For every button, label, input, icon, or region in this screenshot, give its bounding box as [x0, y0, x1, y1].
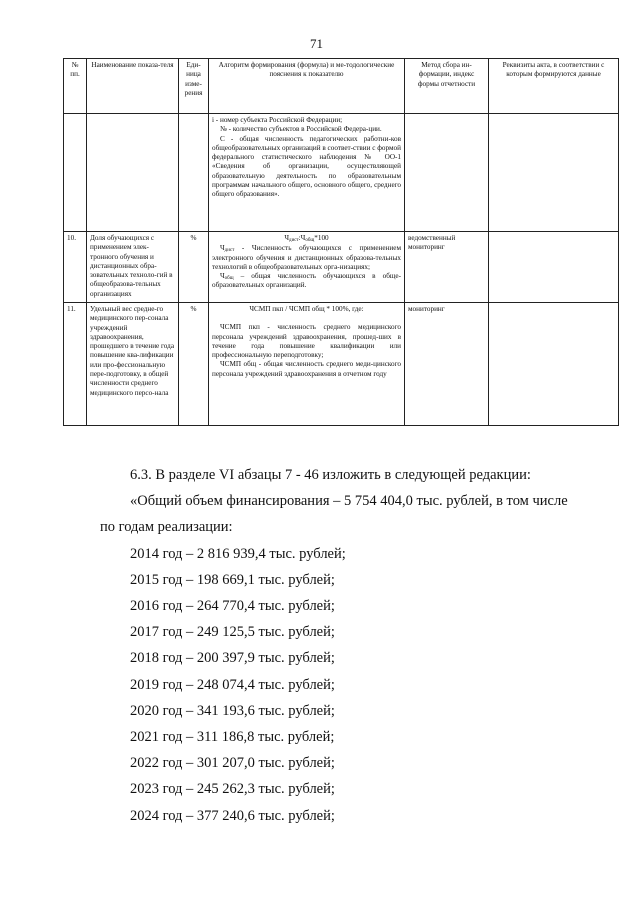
header-unit: Еди-ница изме-рения — [179, 59, 209, 114]
formula-symbol: Ч — [220, 272, 225, 281]
list-item: 2022 год – 301 207,0 тыс. рублей; — [130, 755, 335, 772]
cell-name: Удельный вес средне-го медицинского пер-сонала учреждений здравоохранения, прошедшего в течение года повышение ква-лификации или про-фессиональную пере-подготовку, в общей численности среднего медицинского персо-нала — [87, 303, 179, 426]
cell-name — [87, 114, 179, 232]
cell-number: 11. — [64, 303, 87, 426]
formula-symbol: Ч — [300, 234, 306, 242]
cell-algorithm — [209, 114, 405, 232]
cell-method: ведомственный мониторинг — [405, 232, 489, 303]
list-item: 2024 год – 377 240,6 тыс. рублей; — [130, 807, 335, 824]
list-item: 2018 год – 200 397,9 тыс. рублей; — [130, 650, 335, 667]
formula-operator: : — [298, 234, 301, 242]
formula: ЧСМП пкп / ЧСМП общ * 100%, где: — [249, 305, 364, 313]
formula-symbol: Ч — [220, 244, 225, 253]
table-header-row — [64, 59, 619, 114]
list-item: 2015 год – 198 669,1 тыс. рублей; — [130, 571, 335, 588]
algorithm-text: - Численность обучающихся с применением электронного обучения и дистанционных образова-тельных технологий в общеобразовательных орга-низациях; — [212, 244, 401, 271]
cell-unit: % — [179, 232, 209, 303]
algorithm-line: ЧСМП пкп - численность среднего медицинского персонала учреждений здравоохранения, прошед-ших в течение года повышение квалификации или профессиональную переподготовку; — [212, 323, 401, 360]
algorithm-line: i - номер субъекта Российской Федерации; — [212, 116, 343, 124]
header-indicator-name: Наименование показа-теля — [87, 59, 179, 114]
cell-algorithm — [209, 303, 405, 426]
cell-algorithm — [209, 232, 405, 303]
list-item: 2023 год – 245 262,3 тыс. рублей; — [130, 781, 335, 798]
formula-symbol: Ч — [284, 234, 290, 242]
list-item: 2014 год – 2 816 939,4 тыс. рублей; — [130, 545, 346, 562]
paragraph-section-change: 6.3. В разделе VI абзацы 7 - 46 изложить в следующей редакции: — [130, 467, 531, 483]
algorithm-text: – общая численность обучающихся в обще-образовательных организаций. — [212, 272, 401, 290]
header-algorithm: Алгоритм формирования (формула) и ме-тодологические пояснения к показателю — [209, 59, 405, 114]
algorithm-line: С - общая численность педагогических работни-ков общеобразовательных организаций в соответ-ствии с формой федерального статистического наблюдения № ОО-1 «Сведения об организации, осуществляющей образовательную деятельность по образовательным программам начального общего, основного общего, среднего общего образования». — [212, 134, 401, 199]
table-row — [64, 303, 619, 426]
cell-unit — [179, 114, 209, 232]
cell-name: Доля обучающихся с применением элек-тронного обучения и дистанционных обра-зовательных техноло-гий в общеобразова-тельных организациях — [87, 232, 179, 303]
paragraph-financing-continuation: по годам реализации: — [100, 519, 233, 536]
formula-subscript: дист — [289, 238, 299, 243]
algorithm-line — [212, 244, 401, 272]
header-method: Метод сбора ин-формации, индекс формы отчетности — [405, 59, 489, 114]
cell-act — [489, 114, 619, 232]
cell-act — [489, 232, 619, 303]
list-item: 2017 год – 249 125,5 тыс. рублей; — [130, 624, 335, 641]
algorithm-line: № - количество субъектов в Российской Федера-ции. — [220, 125, 382, 134]
formula-subscript: общ — [224, 276, 234, 282]
header-number: № пп. — [64, 59, 87, 114]
formula-subscript: общ — [305, 238, 315, 243]
header-act-details: Реквизиты акта, в соответствии с которым формируются данные — [489, 59, 619, 114]
cell-number — [64, 114, 87, 232]
algorithm-line — [212, 272, 401, 291]
formula-tail: *100 — [314, 234, 329, 242]
cell-method — [405, 114, 489, 232]
list-item: 2020 год – 341 193,6 тыс. рублей; — [130, 702, 335, 719]
list-item: 2021 год – 311 186,8 тыс. рублей; — [130, 729, 335, 746]
cell-unit: % — [179, 303, 209, 426]
formula — [212, 234, 401, 243]
list-item: 2019 год – 248 074,4 тыс. рублей; — [130, 676, 335, 693]
cell-act — [489, 303, 619, 426]
table-row — [64, 232, 619, 303]
list-item: 2016 год – 264 770,4 тыс. рублей; — [130, 598, 335, 615]
table-row — [64, 114, 619, 232]
paragraph-financing: «Общий объем финансирования – 5 754 404,0 тыс. рублей, в том числе — [130, 493, 568, 510]
page-number: 71 — [310, 36, 323, 51]
cell-number: 10. — [64, 232, 87, 303]
indicators-table — [63, 58, 619, 426]
formula-subscript: дист — [224, 248, 235, 254]
body-text — [100, 462, 603, 829]
algorithm-line: ЧСМП общ - общая численность среднего меди-цинского персонала учреждений здравоохранения в отчетном году — [212, 360, 401, 378]
financing-by-year-list — [110, 541, 603, 829]
cell-method: мониторинг — [405, 303, 489, 426]
